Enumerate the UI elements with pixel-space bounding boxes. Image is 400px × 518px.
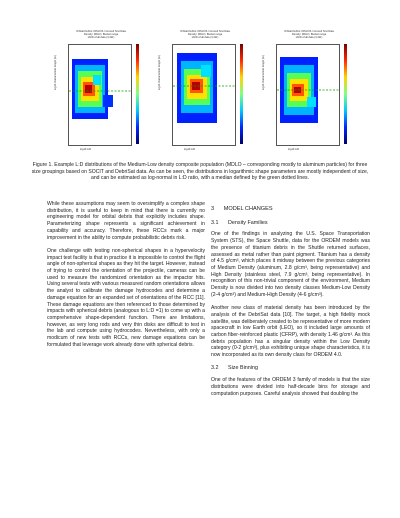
body-paragraph: One of the findings in analyzing the U.S. Space Transportation System (STS), the Space Shuttle, data for the ORDEM models was the presence of titanium debris in the Shuttle returned surfaces, assessed as metal rather than paint pigment. Titanium has a density of 4.5 g/cm³, which places it midway between the previous categories of Medium Density (aluminum, 2.8 g/cm³, being representative) and High Density (stainless steel, 7.9 g/cm³, being representative). In recognition of this non-trivial component of the environment, Medium Density is now divided into two density classes Medium-Low Density (2-4 g/cm³) and Medium-High Density (4-6 g/cm³). — [211, 231, 370, 298]
panel-title-line: Density: MDLO, Bucket range — [187, 33, 223, 37]
panel-title-line: Density: MDLO, Bucket range — [83, 33, 119, 37]
figure-1 — [56, 30, 356, 160]
subsection-heading — [211, 220, 370, 227]
body-paragraph: One challenge with testing non-spherical shapes in a hypervelocity impact test facility is that in practice it is impossible to control the flight angle of non-spherical shapes as they hit the target. However, instead of trying to control the orientation of the projectile, cameras can be used to measure the randomized orientation as the impactor hits. Using several tests with various measured random orientations allows the analyst to calibrate the damage hydrocodes and determine a damage equation for an expanded set of orientations of the RCC [11]. These damage equations are then referenced to those determined by impacts with spherical debris (analogous to L:D =1) to come up with a comprehensive shape-dependent function. There are limitations, however, as very long rods and very thin disks are difficult to test in the lab and compute using hydrocodes. Nevertheless, with only a modicum of new tests with RCCs, new damage equations can be formulated that leverage work already done with spherical debris. — [47, 247, 205, 348]
body-paragraph: Another new class of material density has been introduced by the analysis of the DebriSat data [10]. The target, a high fidelity mock satellite, was deliberately created to be representative of more modern spacecraft in low Earth orbit (LEO), so it included large amounts of carbon fiber-reinforced plastic (CFRP), with density 1.46 g/cm³. As this debris population has a singular density within the Low Density category (0-2 g/cm³), plus exhibiting unique shape characteristics, it is now incorporated as its own density class for ORDEM 4.0. — [211, 305, 370, 359]
right-column — [211, 201, 370, 404]
heatmap-plot — [68, 44, 132, 146]
heatmap-graphic — [173, 45, 235, 145]
panel-title-line: LD/D of all data (4,311) — [87, 36, 115, 40]
colorbar — [136, 44, 139, 144]
subsection-number: 3.1 — [211, 219, 219, 226]
y-axis-label: log10 characteristic length (m) — [158, 55, 161, 90]
subsection-title: Density Families — [228, 219, 268, 226]
x-axis-label: log10 L/D — [288, 148, 300, 151]
subsection-number: 3.2 — [211, 365, 219, 372]
section-heading — [211, 206, 370, 213]
colorbar — [240, 44, 243, 144]
panel-title-line: LD/D of all data (4,311) — [295, 36, 323, 40]
figure-caption: Figure 1. Example L:D distributions of the Medium-Low density composite population (MDLO – corresponding mostly to aluminum particles) for three size groupings based on SOCIT and DebriSat data. As can be seen, the distributions in logarithmic shape parameters are mostly independent of size, and can be estimated as log-normal in L:D ratio, with a median defined by the green dotted lines. — [31, 162, 369, 182]
section-number: 3 — [211, 206, 215, 212]
heatmap-plot — [172, 44, 236, 146]
panel-title-line: Density: MDLO, Bucket range — [291, 33, 327, 37]
figure-panel-1 — [56, 30, 146, 158]
subsection-heading — [211, 365, 370, 372]
y-axis-label: log10 characteristic length (m) — [54, 55, 57, 90]
heatmap-graphic — [277, 45, 339, 145]
figure-panel-2 — [160, 30, 250, 158]
section-title: MODEL CHANGES — [223, 206, 273, 212]
body-paragraph: While these assumptions may seem to oversimplify a complex shape distribution, it is useful to keep in mind that there is currently no engineering model for orbital debris that explicitly includes shape. Parameterizing shape represents a significant achievement in capability and accuracy. Therefore, these RCCs mark a major improvement in the ability to compute probabilistic debris risk. — [47, 201, 205, 241]
heatmap-graphic — [69, 45, 131, 145]
x-axis-label: log10 L/D — [80, 148, 92, 151]
body-paragraph: One of the features of the ORDEM 3 family of models is that the size distributions were divided into half-decade bins for storage and computation purposes. Careful analysis showed that doubling the — [211, 377, 370, 397]
heatmap-plot — [276, 44, 340, 146]
left-column — [47, 201, 205, 355]
panel-title-line: Orbital Debris: DISCOS / Ground Test Data — [284, 30, 334, 33]
colorbar — [344, 44, 347, 144]
x-axis-label: log10 L/D — [184, 148, 196, 151]
panel-title-line: Orbital Debris: DISCOS / Ground Test Data — [180, 30, 230, 33]
subsection-title: Size Binning — [228, 365, 258, 372]
y-axis-label: log10 characteristic length (m) — [262, 55, 265, 90]
panel-title-line: LD/D of all data (4,311) — [191, 36, 219, 40]
panel-title-line: Orbital Debris: DISCOS / Ground Test Data — [76, 30, 126, 33]
figure-panel-3 — [264, 30, 354, 158]
